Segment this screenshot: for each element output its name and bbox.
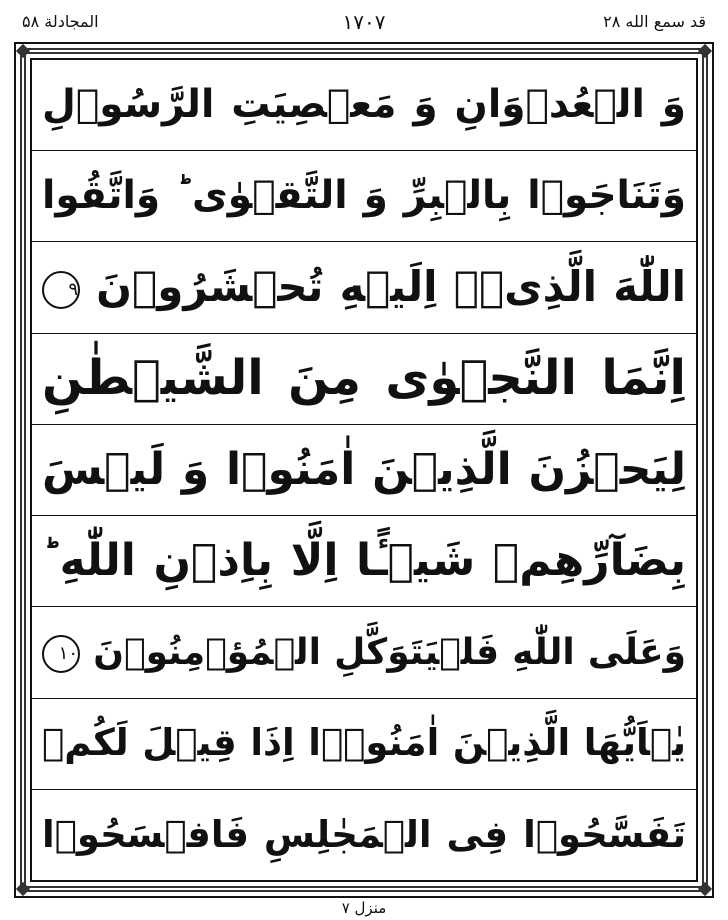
- ayah-number-marker: ۹: [42, 271, 80, 309]
- page-number: ۱۷۰۷: [342, 10, 386, 34]
- verse-block: [30, 58, 698, 882]
- verse-line: [32, 425, 696, 516]
- juz-name-label: قد سمع الله ۲۸: [603, 12, 706, 31]
- verse-line: [32, 242, 696, 333]
- page-frame: [14, 42, 714, 898]
- verse-line: [32, 790, 696, 880]
- verse-text: بِضَآرِّهِمۡ شَيۡـًٔا اِلَّا بِاِذۡنِ اللّٰهِ ؕ: [42, 534, 686, 586]
- verse-line: [32, 151, 696, 242]
- verse-line: [32, 699, 696, 790]
- page-header: [22, 10, 706, 38]
- verse-line: [32, 334, 696, 425]
- verse-line: [32, 60, 696, 151]
- verse-text: وَعَلَى اللّٰهِ فَلۡيَتَوَكَّلِ الۡمُؤۡمِنُوۡنَ ۱۰: [42, 632, 686, 673]
- verse-text: وَ الۡعُدۡوَانِ وَ مَعۡصِيَتِ الرَّسُوۡلِ: [42, 81, 686, 127]
- ayah-number-marker: ۱۰: [42, 635, 80, 673]
- surah-name-label: المجادلة ۵۸: [22, 12, 99, 31]
- verse-text: اللّٰهَ الَّذِیۡۤ اِلَیۡهِ تُحۡشَرُوۡنَ ۹: [42, 263, 686, 311]
- verse-text: يٰۤاَيُّهَا الَّذِيۡنَ اٰمَنُوۡۤا اِذَا قِيۡلَ لَكُمۡ: [42, 721, 686, 765]
- manzil-footer: منزل ۷: [341, 899, 387, 917]
- verse-line: [32, 516, 696, 607]
- verse-text: لِيَحۡزُنَ الَّذِيۡنَ اٰمَنُوۡا وَ لَيۡسَ: [42, 443, 686, 495]
- verse-line: [32, 607, 696, 698]
- verse-text: وَتَنَاجَوۡا بِالۡبِرِّ وَ التَّقۡوٰی ؕ وَاتَّقُوا: [42, 172, 686, 218]
- verse-text: تَفَسَّحُوۡا فِى الۡمَجٰلِسِ فَافۡسَحُوۡا: [42, 812, 686, 856]
- verse-text: اِنَّمَا النَّجۡوٰی مِنَ الشَّيۡطٰنِ: [42, 350, 686, 407]
